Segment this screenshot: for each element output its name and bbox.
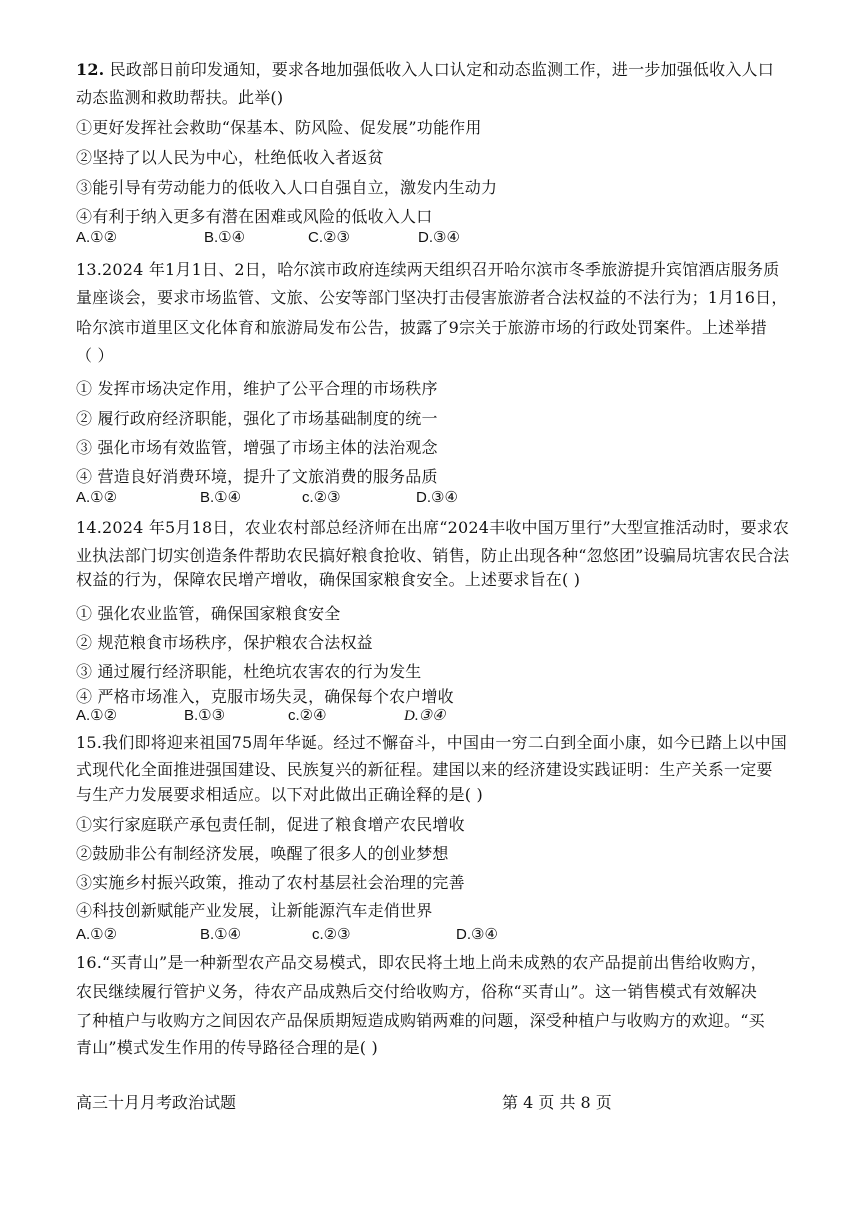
q12-number: 12. [76, 60, 105, 79]
q14-item-4: ④ 严格市场准入，克服市场失灵，确保每个农户增收 [76, 687, 454, 706]
q15-option-a[interactable]: A.①② [76, 926, 118, 943]
q14-item-1: ① 强化农业监管，确保国家粮食安全 [76, 604, 341, 623]
q12-options [76, 228, 806, 248]
q12-item-1: ①更好发挥社会救助“保基本、防风险、促发展”功能作用 [76, 118, 482, 137]
q14-options [76, 706, 806, 726]
q13-stem-line-3: 哈尔滨市道里区文化体育和旅游局发布公告，披露了9宗关于旅游市场的行政处罚案件。上述举措 [76, 318, 767, 337]
q14-stem-line-3: 权益的行为，保障农民增产增收，确保国家粮食安全。上述要求旨在( ) [76, 570, 581, 589]
q12-item-4: ④有利于纳入更多有潜在困难或风险的低收入人口 [76, 207, 433, 226]
q13-item-2: ② 履行政府经济职能，强化了市场基础制度的统一 [76, 409, 438, 428]
q12-option-d[interactable]: D.③④ [418, 229, 460, 246]
q13-option-d[interactable]: D.③④ [416, 489, 458, 506]
q15-stem-line-2: 式现代化全面推进强国建设、民族复兴的新征程。建国以来的经济建设实践证明：生产关系一定要 [76, 760, 773, 779]
q12-option-a[interactable]: A.①② [76, 229, 118, 246]
q13-stem-line-1: 13.2024 年1月1日、2日，哈尔滨市政府连续两天组织召开哈尔滨市冬季旅游提升宾馆酒店服务质 [76, 260, 780, 279]
q12-item-2: ②坚持了以人民为中心，杜绝低收入者返贫 [76, 148, 384, 167]
q13-item-1: ① 发挥市场决定作用，维护了公平合理的市场秩序 [76, 379, 438, 398]
q12-option-b[interactable]: B.①④ [204, 229, 246, 246]
q14-option-d[interactable]: D.③④ [404, 708, 446, 724]
q15-item-3: ③实施乡村振兴政策，推动了农村基层社会治理的完善 [76, 873, 465, 892]
q15-item-4: ④科技创新赋能产业发展，让新能源汽车走俏世界 [76, 901, 433, 920]
q14-option-a[interactable]: A.①② [76, 707, 118, 724]
q16-stem-line-1: 16.“买青山”是一种新型农产品交易模式，即农民将土地上尚未成熟的农产品提前出售给收购方， [76, 953, 767, 972]
q16-stem-line-4: 青山”模式发生作用的传导路径合理的是( ) [76, 1038, 378, 1057]
q14-stem-line-1: 14.2024 年5月18日，农业农村部总经济师在出席“2024丰收中国万里行”大型宣推活动时，要求农 [76, 518, 790, 537]
footer-page-number: 第 4 页 共 8 页 [502, 1093, 612, 1112]
q15-options [76, 925, 806, 945]
q12-stem-text: 民政部日前印发通知，要求各地加强低收入人口认定和动态监测工作，进一步加强低收入人口 [109, 60, 774, 79]
q16-stem-line-2: 农民继续履行管护义务，待农产品成熟后交付给收购方，俗称“买青山”。这一销售模式有效解决 [76, 982, 757, 1001]
q14-option-b[interactable]: B.①③ [184, 707, 226, 724]
footer-exam-title: 高三十月月考政治试题 [76, 1093, 237, 1112]
q13-stem-line-2: 量座谈会，要求市场监管、文旅、公安等部门坚决打击侵害旅游者合法权益的不法行为；1月16日， [76, 288, 788, 307]
q16-stem-line-3: 了种植户与收购方之间因农产品保质期短造成购销两难的问题，深受种植户与收购方的欢迎。“买 [76, 1011, 765, 1030]
q13-stem-line-4: （ ） [76, 346, 114, 365]
q14-stem-line-2: 业执法部门切实创造条件帮助农民搞好粮食抢收、销售，防止出现各种“忽悠团”设骗局坑害农民合法 [76, 546, 790, 565]
q14-item-3: ③ 通过履行经济职能，杜绝坑农害农的行为发生 [76, 662, 422, 681]
q12-option-c[interactable]: C.②③ [308, 229, 350, 246]
q13-option-b[interactable]: B.①④ [200, 489, 242, 506]
q15-stem-line-3: 与生产力发展要求相适应。以下对此做出正确诠释的是( ) [76, 785, 483, 804]
q15-option-c[interactable]: c.②③ [312, 926, 351, 943]
q12-item-3: ③能引导有劳动能力的低收入人口自强自立，激发内生动力 [76, 178, 498, 197]
q15-item-2: ②鼓励非公有制经济发展，唤醒了很多人的创业梦想 [76, 844, 449, 863]
q13-option-c[interactable]: c.②③ [302, 489, 341, 506]
q12-stem-line-1 [76, 60, 806, 80]
q12-stem-line-2: 动态监测和救助帮扶。此举() [76, 88, 284, 107]
q13-options [76, 488, 806, 508]
q14-option-c[interactable]: c.②④ [288, 707, 327, 724]
q13-item-4: ④ 营造良好消费环境，提升了文旅消费的服务品质 [76, 467, 438, 486]
q13-option-a[interactable]: A.①② [76, 489, 118, 506]
q15-stem-line-1: 15.我们即将迎来祖国75周年华诞。经过不懈奋斗，中国由一穷二白到全面小康，如今已踏上以中国 [76, 733, 788, 752]
q15-option-d[interactable]: D.③④ [456, 926, 498, 943]
q15-option-b[interactable]: B.①④ [200, 926, 242, 943]
q14-item-2: ② 规范粮食市场秩序，保护粮农合法权益 [76, 633, 373, 652]
q13-item-3: ③ 强化市场有效监管，增强了市场主体的法治观念 [76, 438, 438, 457]
q15-item-1: ①实行家庭联产承包责任制，促进了粮食增产农民增收 [76, 815, 465, 834]
